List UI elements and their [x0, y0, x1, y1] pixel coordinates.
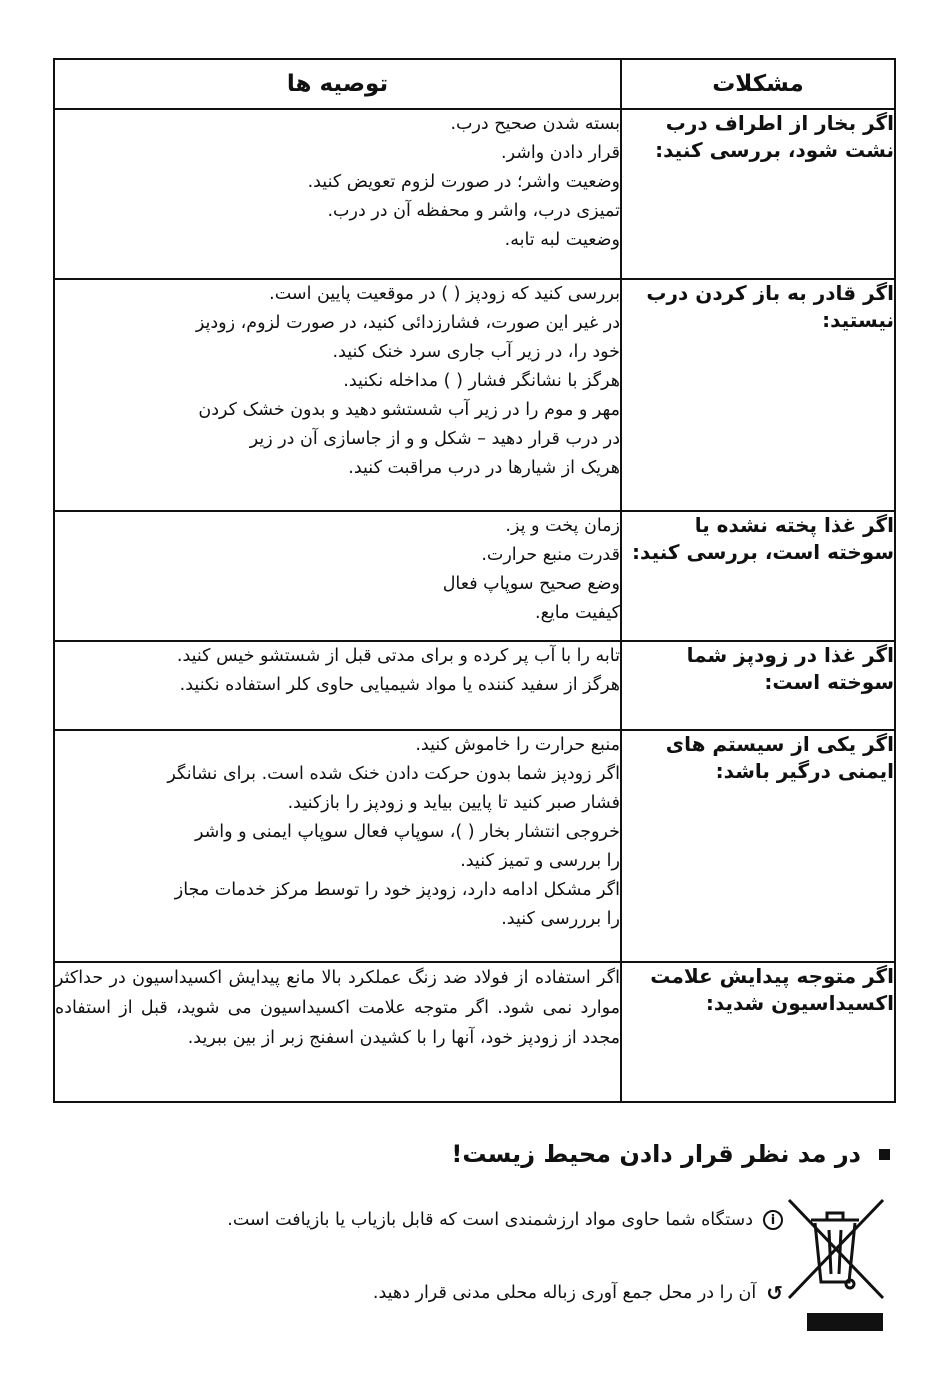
table-row [54, 730, 895, 962]
problem-cell: اگر یکی از سیستم های ایمنی درگیر باشد: [621, 730, 895, 962]
problem-cell: اگر غذا در زودپز شما سوخته است: [621, 641, 895, 730]
advice-line: وضعیت واشر؛ در صورت لزوم تعویض کنید. [307, 172, 620, 192]
advice-line: اگر مشکل ادامه دارد، زودپز خود را توسط مرکز خدمات مجاز [174, 880, 620, 900]
problem-cell: اگر متوجه پیدایش علامت اکسیداسیون شدید: [621, 962, 895, 1102]
problem-cell: اگر قادر به باز کردن درب نیستید: [621, 279, 895, 511]
table-row [54, 279, 895, 511]
advice-paragraph: اگر استفاده از فولاد ضد زنگ عملکرد بالا مانع پیدایش اکسیداسیون در حداکثر موارد نمی شود. اگر متوجه علامت اکسیداسیون می شوید، قبل از استفاده مجدد از زودپز خود، آنها را با کشیدن اسفنج زبر از بین ببرید. [54, 962, 621, 1102]
advice-line: هریک از شیارها در درب مراقبت کنید. [348, 458, 620, 478]
table-row [54, 962, 895, 1102]
advice-line: کیفیت مایع. [535, 603, 620, 623]
advice-line: خروجی انتشار بخار ( )، سوپاپ فعال سوپاپ ایمنی و واشر [194, 822, 620, 842]
advice-line: بررسی کنید که زودپز ( ) در موقعیت پایین است. [269, 284, 620, 304]
advice-line: فشار صبر کنید تا پایین بیاید و زودپز را بازکنید. [287, 793, 620, 813]
advice-line: تمیزی درب، واشر و محفظه آن در درب. [327, 201, 620, 221]
advice-line: در درب قرار دهید – شکل و و از جاسازی آن در زیر [249, 429, 620, 449]
header-problems: مشکلات [621, 59, 895, 109]
advice-line: وضعیت لبه تابه. [504, 230, 620, 250]
advice-line: هرگز با نشانگر فشار ( ) مداخله نکنید. [343, 371, 620, 391]
table-row [54, 109, 895, 279]
environment-title: در مد نظر قرار دادن محیط زیست! [451, 1140, 861, 1168]
disposal-note-text: آن را در محل جمع آوری زباله محلی مدنی قرار دهید. [372, 1283, 757, 1303]
advice-line: تابه را با آب پر کرده و برای مدتی قبل از شستشو خیس کنید. [176, 646, 620, 666]
advice-line: قرار دادن واشر. [501, 143, 620, 163]
problem-cell: اگر غذا پخته نشده یا سوخته است، بررسی کنید: [621, 511, 895, 641]
problem-cell: اگر بخار از اطراف درب نشت شود، بررسی کنید: [621, 109, 895, 279]
table-row [54, 641, 895, 730]
disposal-icon: ↺ [766, 1281, 783, 1305]
advice-line: خود را، در زیر آب جاری سرد خنک کنید. [332, 342, 620, 362]
advice-cell [54, 511, 621, 641]
advice-cell [54, 730, 621, 962]
advice-line: زمان پخت و پز. [505, 516, 620, 536]
table-header-row [54, 59, 895, 109]
advice-line: وضع صحیح سوپاپ فعال [442, 574, 620, 594]
advice-line: هرگز از سفید کننده یا مواد شیمیایی حاوی کلر استفاده نکنید. [179, 675, 620, 695]
advice-cell [54, 109, 621, 279]
advice-line: منبع حرارت را خاموش کنید. [415, 735, 620, 755]
header-advice: توصیه ها [54, 59, 621, 109]
recycle-note [227, 1210, 783, 1230]
info-icon: i [763, 1210, 783, 1230]
advice-cell [54, 279, 621, 511]
crossed-bin-icon [787, 1198, 885, 1332]
advice-line: مهر و موم را در زیر آب شستشو دهید و بدون خشک کردن [198, 400, 620, 420]
advice-line: اگر زودپز شما بدون حرکت دادن خنک شده است. برای نشانگر [167, 764, 620, 784]
bullet-square-icon [879, 1149, 890, 1160]
advice-cell [54, 641, 621, 730]
advice-line: بسته شدن صحیح درب. [450, 114, 620, 134]
disposal-note [373, 1281, 783, 1305]
advice-line: در غیر این صورت، فشارزدائی کنید، در صورت لزوم، زودپز [195, 313, 620, 333]
advice-line: را برررسی کنید. [501, 909, 620, 929]
advice-line: قدرت منبع حرارت. [481, 545, 620, 565]
table-row [54, 511, 895, 641]
recycle-note-text: دستگاه شما حاوی مواد ارزشمندی است که قابل بازیاب یا بازیافت است. [227, 1210, 753, 1230]
environment-heading [451, 1140, 890, 1168]
advice-line: را بررسی و تمیز کنید. [460, 851, 620, 871]
troubleshooting-table [53, 58, 896, 1103]
